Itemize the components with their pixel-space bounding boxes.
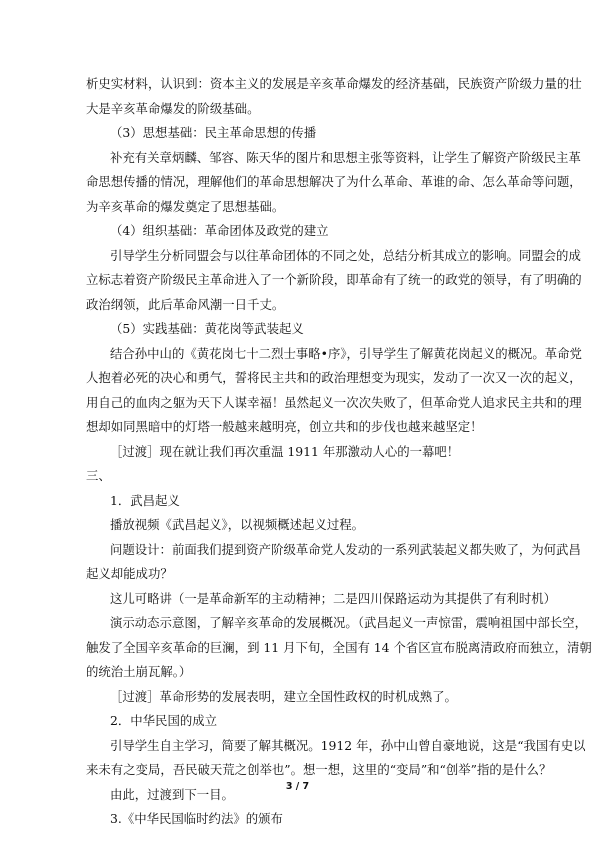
body-text: [86, 72, 592, 832]
transition-line: ［过渡］革命形势的发展表明，建立全国性政权的时机成熟了。: [110, 688, 457, 704]
page-number: 3 / 7: [285, 781, 310, 792]
text-line: 用自己的血肉之躯为天下人谋幸福！虽然起义一次次失败了，但革命党人追求民主共和的理: [86, 394, 582, 410]
text-line: 想却如同黑暗中的灯塔一般越来越明亮，创立共和的步伐也越来越坚定！: [86, 419, 483, 434]
text-line: 演示动态示意图，了解辛亥革命的发展概况。（武昌起义一声惊雷，震响祖国中部长空，: [110, 615, 588, 630]
text-line: 析史实材料，认识到：资本主义的发展是辛亥革命爆发的经济基础，民族资产阶级力量的壮: [86, 76, 582, 91]
section-heading-3: （3）思想基础：民主革命思想的传播: [110, 125, 317, 140]
text-line: 由此，过渡到下一目。: [110, 786, 234, 802]
text-line: 结合孙中山的《黄花岗七十二烈士事略•序》，引导学生了解黄花岗起义的概况。革命党: [110, 345, 582, 361]
transition-line: ［过渡］现在就让我们再次重温 1911 年那激动人心的一幕吧！: [110, 443, 460, 459]
subheading-provisional-constitution: 3.《中华民国临时约法》的颁布: [110, 811, 283, 826]
text-line: 起义却能成功？: [86, 566, 173, 581]
section-number-three: 三、: [86, 468, 111, 483]
text-line: 政治纲领，此后革命风潮一日千丈。: [86, 296, 285, 312]
text-line: 问题设计：前面我们提到资产阶级革命党人发动的一系列武装起义都失败了，为何武昌: [110, 541, 581, 557]
text-line: 补充有关章炳麟、邹容、陈天华的图片和思想主张等资料，让学生了解资产阶级民主革: [110, 149, 581, 165]
text-line: 命思想传播的情况，理解他们的革命思想解决了为什么革命、革谁的命、怎么革命等问题，: [86, 174, 582, 189]
text-line: 来未有之变局，吾民破天荒之创举也”。想一想，这里的“变局”和“创举”指的是什么？: [86, 762, 552, 777]
text-line: 引导学生分析同盟会与以往革命团体的不同之处，总结分析其成立的影响。同盟会的成: [110, 247, 581, 263]
text-line: 的统治土崩瓦解。）: [86, 664, 192, 679]
section-heading-5: （5）实践基础：黄花岗等武装起义: [110, 321, 304, 336]
subheading-wuchang-uprising: 1．武昌起义: [110, 492, 180, 508]
text-line: 播放视频《武昌起义》，以视频概述起义过程。: [110, 517, 365, 532]
text-line: 为辛亥革命的爆发奠定了思想基础。: [86, 198, 285, 214]
text-line: 这儿可略讲（一是革命新军的主动精神；二是四川保路运动为其提供了有利时机）: [110, 590, 557, 606]
text-line: 引导学生自主学习，简要了解其概况。1912 年，孙中山曾自豪地说，这是“我国有史以: [110, 737, 586, 753]
subheading-roc-founding: 2．中华民国的成立: [110, 713, 218, 728]
section-heading-4: （4）组织基础：革命团体及政党的建立: [110, 223, 329, 238]
text-line: 大是辛亥革命爆发的阶级基础。: [86, 100, 260, 116]
text-line: 人抱着必死的决心和勇气，誓将民主共和的政治理想变为现实，发动了一次又一次的起义，: [86, 370, 582, 385]
text-line: 立标志着资产阶级民主革命进入了一个新阶段，即革命有了统一的政党的领导，有了明确的: [86, 272, 582, 287]
text-line: 触发了全国辛亥革命的巨澜，到 11 月下旬，全国有 14 个省区宣布脱离清政府而独立，清朝: [86, 639, 592, 655]
